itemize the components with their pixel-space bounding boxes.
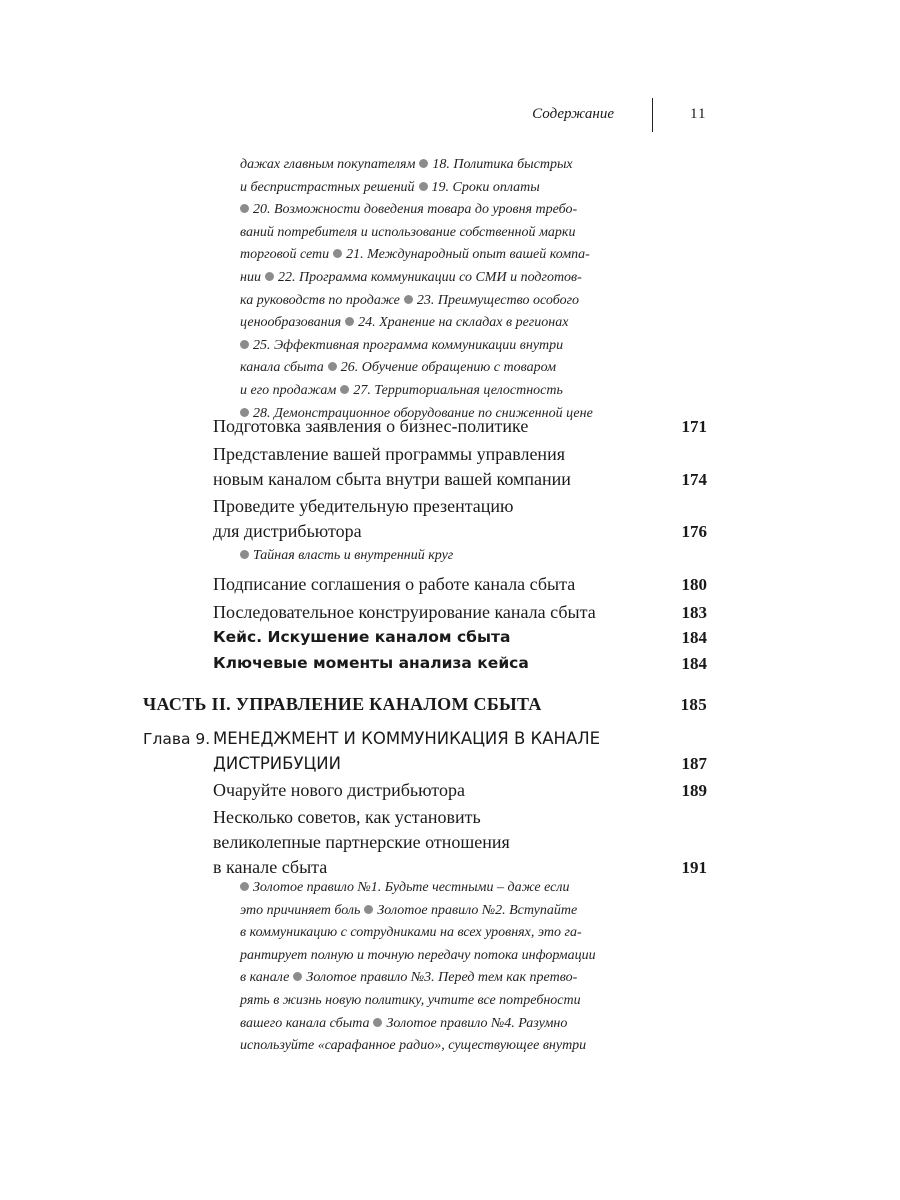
toc-entry[interactable] (213, 572, 707, 597)
toc-page-number: 189 (681, 781, 707, 800)
toc-entry[interactable] (213, 778, 707, 803)
toc-entry-title: Последовательное конструирование канала сбыта (213, 602, 596, 622)
sub-line: рантирует полную и точную передачу потока информации (240, 947, 596, 963)
sub-line: дажах главным покупателям 18. Политика быстрых (240, 157, 573, 172)
toc-entry-title: для дистрибьютора (213, 521, 362, 541)
page-number: 11 (690, 106, 707, 122)
toc-entry-title: великолепные партнерские отношения (213, 832, 510, 852)
bullet-icon (419, 159, 428, 168)
sub-line: вашего канала сбыта Золотое правило №4. Разумно (240, 1015, 568, 1031)
bullet-icon (240, 340, 249, 349)
sub-line: и беспристрастных решений 19. Сроки оплаты (240, 179, 540, 195)
toc-page-number: 184 (681, 628, 707, 647)
bullet-icon (328, 362, 337, 371)
sub-line: торговой сети 21. Международный опыт вашей компа- (240, 247, 590, 263)
bullet-icon (404, 295, 413, 304)
toc-entry[interactable] (213, 600, 707, 625)
toc-entry-title: Подписание соглашения о работе канала сбыта (213, 574, 576, 594)
toc-entry-title: Очаруйте нового дистрибьютора (213, 780, 465, 800)
toc-page-number: 171 (681, 417, 707, 436)
toc-entry-title: Представление вашей программы управления (213, 444, 565, 464)
toc-entry-title: Подготовка заявления о бизнес-политике (213, 416, 529, 436)
subsection-list-1 (240, 154, 660, 425)
toc-entry[interactable] (213, 414, 707, 439)
bullet-icon (265, 272, 274, 281)
sub-line: 28. Демонстрационное оборудование по сниженной цене (240, 403, 660, 426)
subsection-list-2 (240, 545, 660, 568)
toc-page-number: 183 (681, 603, 707, 622)
toc-part-heading[interactable] (143, 692, 707, 717)
part-title: ЧАСТЬ II. УПРАВЛЕНИЕ КАНАЛОМ СБЫТА (143, 694, 542, 714)
bullet-icon (373, 1018, 382, 1027)
toc-entry-case[interactable] (213, 651, 707, 676)
toc-page-number: 174 (681, 470, 707, 489)
sub-line: 20. Возможности доведения товара до уровня требо- (240, 199, 660, 222)
chapter-label: Глава 9. (143, 730, 211, 748)
bullet-icon (240, 204, 249, 213)
sub-line: ваний потребителя и использование собственной марки (240, 224, 576, 240)
toc-entry-title: Кейс. Искушение каналом сбыта (213, 628, 511, 646)
sub-line: и его продажам 27. Территориальная целостность (240, 382, 563, 398)
sub-line: рять в жизнь новую политику, учтите все потребности (240, 992, 581, 1008)
toc-page-number: 184 (681, 654, 707, 673)
sub-line: используйте «сарафанное радио», существующее внутри (240, 1038, 587, 1054)
toc-entry[interactable] (213, 442, 707, 492)
running-header-title: Содержание (532, 106, 614, 122)
sub-line: в коммуникацию с сотрудниками на всех уровнях, это га- (240, 925, 582, 941)
bullet-icon (240, 550, 249, 559)
bullet-icon (340, 385, 349, 394)
toc-page-number: 180 (681, 575, 707, 594)
chapter-title: МЕНЕДЖМЕНТ И КОММУНИКАЦИЯ В КАНАЛЕ (213, 729, 601, 748)
toc-page-number: 191 (681, 858, 707, 877)
sub-line: ка руководств по продаже 23. Преимущество особого (240, 292, 580, 308)
toc-entry-title: Несколько советов, как установить (213, 807, 481, 827)
toc-entry[interactable] (213, 494, 707, 544)
toc-entry-title: в канале сбыта (213, 857, 328, 877)
sub-line: Золотое правило №1. Будьте честными – даже если (240, 877, 660, 900)
bullet-icon (333, 249, 342, 258)
bullet-icon (364, 905, 373, 914)
sub-line: ценообразования 24. Хранение на складах в регионах (240, 315, 569, 331)
toc-page-number: 185 (680, 695, 707, 714)
sub-line: нии 22. Программа коммуникации со СМИ и подготов- (240, 269, 582, 285)
toc-chapter[interactable] (213, 726, 707, 776)
bullet-icon (419, 182, 428, 191)
bullet-icon (240, 882, 249, 891)
toc-page-number: 187 (681, 754, 707, 773)
sub-line: 25. Эффективная программа коммуникации внутри (240, 335, 660, 358)
sub-line: канала сбыта 26. Обучение обращению с товаром (240, 360, 557, 376)
subsection-list-3 (240, 877, 660, 1058)
header-divider (652, 98, 653, 132)
toc-page-number: 176 (681, 522, 707, 541)
toc-entry-title: новым каналом сбыта внутри вашей компании (213, 469, 571, 489)
sub-line: это причиняет боль Золотое правило №2. Вступайте (240, 902, 578, 918)
sub-line: Тайная власть и внутренний круг (240, 545, 660, 568)
sub-line: в канале Золотое правило №3. Перед тем как претво- (240, 970, 578, 986)
toc-entry-title: Ключевые моменты анализа кейса (213, 654, 529, 672)
bullet-icon (293, 972, 302, 981)
chapter-title: ДИСТРИБУЦИИ (213, 754, 341, 773)
toc-entry-case[interactable] (213, 625, 707, 650)
toc-entry[interactable] (213, 805, 707, 880)
toc-entry-title: Проведите убедительную презентацию (213, 496, 514, 516)
bullet-icon (345, 317, 354, 326)
